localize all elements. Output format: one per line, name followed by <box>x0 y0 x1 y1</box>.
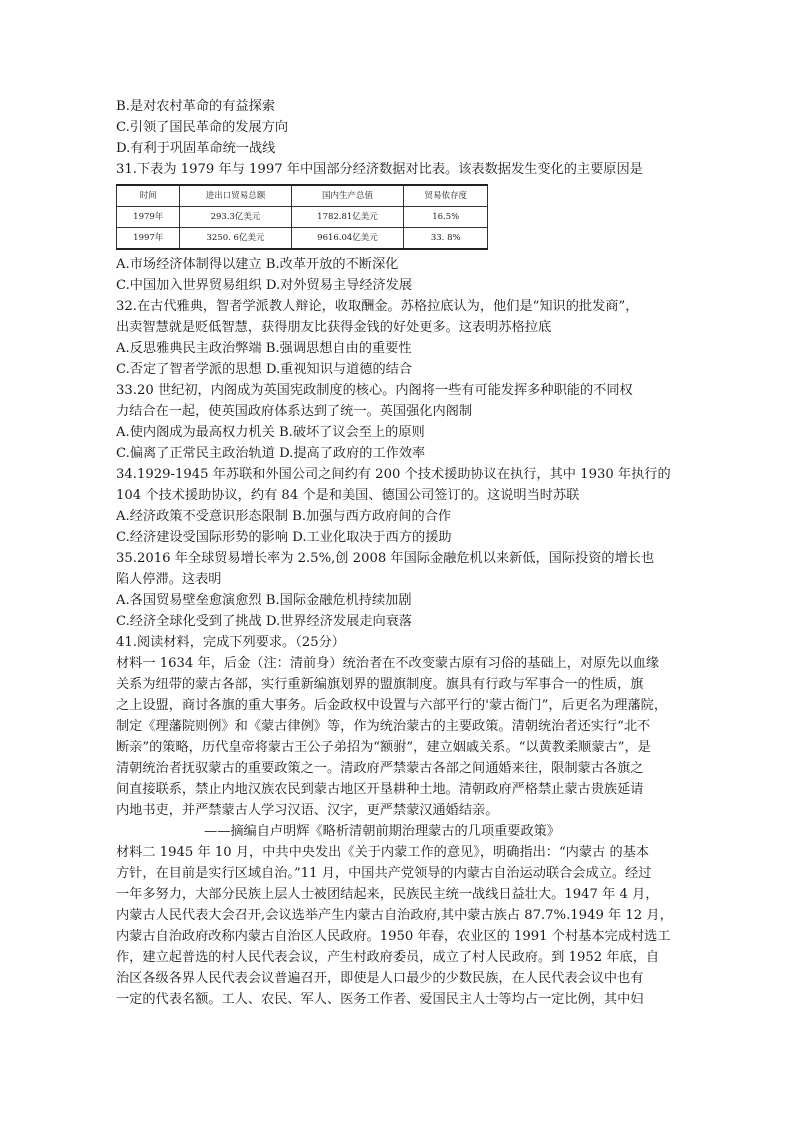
text-line: B.是对农村革命的有益探索 <box>116 99 275 114</box>
table-header-cell: 国内生产总值 <box>291 185 404 207</box>
text-line: 35.2016 年全球贸易增长率为 2.5%,创 2008 年国际金融危机以来新低，国际投资的增长也 <box>116 551 655 566</box>
table-header-cell: 时间 <box>117 185 180 207</box>
text-line: 41.阅读材料，完成下列要求。（25分） <box>116 635 345 650</box>
text-line: 制定《理藩院则例》和《蒙古律例》等，作为统治蒙古的主要政策。清朝统治者还实行“北不 <box>116 719 651 734</box>
text-line: 间直接联系，禁止内地汉族农民到蒙古地区开垦耕种土地。清朝政府严格禁止蒙古贵族延请 <box>116 782 644 797</box>
text-line: 方针，在目前是实行区域自治。”11 月，中国共产党领导的内蒙古自治运动联合会成立。经过 <box>116 866 652 881</box>
text-line: D.有利于巩固革命统一战线 <box>116 141 276 156</box>
text-line: 104 个技术援助协议，约有 84 个是和美国、德国公司签订的。这说明当时苏联 <box>116 488 580 503</box>
text-line: 断亲”的策略，历代皇帝将蒙古王公子弟招为“额驸”，建立姻戚关系。“以黄教柔顺蒙古”，是 <box>116 740 651 755</box>
text-line: 33.20 世纪初，内阁成为英国宪政制度的核心。内阁将一些有可能发挥多种职能的不同权 <box>116 383 633 398</box>
q31-data-table <box>116 184 488 250</box>
material-two-block <box>116 842 686 1010</box>
table-row <box>117 207 488 228</box>
table-cell: 1997年 <box>117 228 180 250</box>
text-line: 陷人停滞。这表明 <box>116 572 222 587</box>
table-cell: 293.3亿美元 <box>180 207 291 228</box>
text-line: 32.在古代雅典，智者学派教人辩论，收取酬金。苏格拉底认为，他们是“知识的批发商”， <box>116 299 639 314</box>
text-line: 之上设盟，商讨各旗的重大事务。后金政权中设置与六部平行的'蒙古衙门”，后更名为理藩院， <box>116 698 668 713</box>
table-cell: 1782.81亿美元 <box>291 207 404 228</box>
text-line: C.经济建设受国际形势的影响 D.工业化取决于西方的援助 <box>116 530 452 545</box>
text-line: 内蒙古自治政府改称内蒙古自治区人民政府。1950 年春，农业区的 1991 个村基本完成村选工 <box>116 929 671 944</box>
table-header-cell: 进出口贸易总额 <box>180 185 291 207</box>
table-row <box>117 228 488 250</box>
text-line: C.经济全球化受到了挑战 D.世界经济发展走向衰落 <box>116 614 413 629</box>
text-line: 34.1929-1945 年苏联和外国公司之间约有 200 个技术援助协议在执行，其中 1930 年执行的 <box>116 467 671 482</box>
question-block-before-table <box>116 96 686 180</box>
text-line: 材料一 1634 年，后金（注：清前身）统治者在不改变蒙古原有习俗的基础上，对原先以血缘 <box>116 656 660 671</box>
page-content <box>116 96 686 1010</box>
text-line: 一年多努力，大部分民族上层人士被团结起来，民族民主统一战线日益壮大。1947 年 4 月， <box>116 887 659 902</box>
text-line: 清朝统治者抚驭蒙古的重要政策之一。清政府严禁蒙古各部之间通婚来往，限制蒙古各旗之 <box>116 761 644 776</box>
table-header-cell: 贸易依存度 <box>404 185 488 207</box>
text-line: C.偏离了正常民主政治轨道 D.提高了政府的工作效率 <box>116 446 426 461</box>
table-cell: 16.5% <box>404 207 488 228</box>
text-line: A.经济政策不受意识形态限制 B.加强与西方政府间的合作 <box>116 509 452 524</box>
table-cell: 9616.04亿美元 <box>291 228 404 250</box>
text-line: A.市场经济体制得以建立 B.改革开放的不断深化 <box>116 257 399 272</box>
table-header-row <box>117 185 488 207</box>
text-line: 内蒙古人民代表大会召开,会议选举产生内蒙古自治政府,其中蒙古族占 87.7%.1949 年 12 月， <box>116 908 673 923</box>
text-line: 作，建立起普选的村人民代表会议，产生村政府委员，成立了村人民政府。到 1952 年底，自 <box>116 950 660 965</box>
text-line: C.引领了国民革命的发展方向 <box>116 120 289 135</box>
text-line: C.否定了智者学派的思想 D.重视知识与道德的结合 <box>116 362 413 377</box>
table-cell: 1979年 <box>117 207 180 228</box>
text-line: 出卖智慧就是贬低智慧，获得朋友比获得金钱的好处更多。这表明苏格拉底 <box>116 320 552 335</box>
text-line: A.使内阁成为最高权力机关 B.破坏了议会至上的原则 <box>116 425 425 440</box>
text-line: C.中国加入世界贸易组织 D.对外贸易主导经济发展 <box>116 278 413 293</box>
text-line: 一定的代表名额。工人、农民、军人、医务工作者、爱国民主人士等均占一定比例，其中妇 <box>116 992 644 1007</box>
text-line: 治区各级各界人民代表会议普遍召开，即使是人口最少的少数民族，在人民代表会议中也有 <box>116 971 644 986</box>
text-line: A.各国贸易壁垒愈演愈烈 B.国际金融危机持续加剧 <box>116 593 412 608</box>
text-line: 31.下表为 1979 年与 1997 年中国部分经济数据对比表。该表数据发生变化的主要原因是 <box>116 162 643 177</box>
table-cell: 3250. 6亿美元 <box>180 228 291 250</box>
text-line: A.反思雅典民主政治弊端 B.强调思想自由的重要性 <box>116 341 412 356</box>
text-line: 内地书吏，并严禁蒙古人学习汉语、汉字，更严禁蒙汉通婚结亲。 <box>116 803 499 818</box>
question-block-after-table <box>116 254 686 821</box>
table-cell: 33. 8% <box>404 228 488 250</box>
material-source-line: ——摘编自卢明辉《略析清朝前期治理蒙古的几项重要政策》 <box>204 824 561 839</box>
text-line: 力结合在一起，使英国政府体系达到了统一。英国强化内阁制 <box>116 404 473 419</box>
text-line: 材料二 1945 年 10 月，中共中央发出《关于内蒙工作的意见》，明确指出：“内蒙古 的基本 <box>116 845 650 860</box>
text-line: 关系为纽带的蒙古各部，实行重新编旗划界的盟旗制度。旗具有行政与军事合一的性质，旗 <box>116 677 644 692</box>
